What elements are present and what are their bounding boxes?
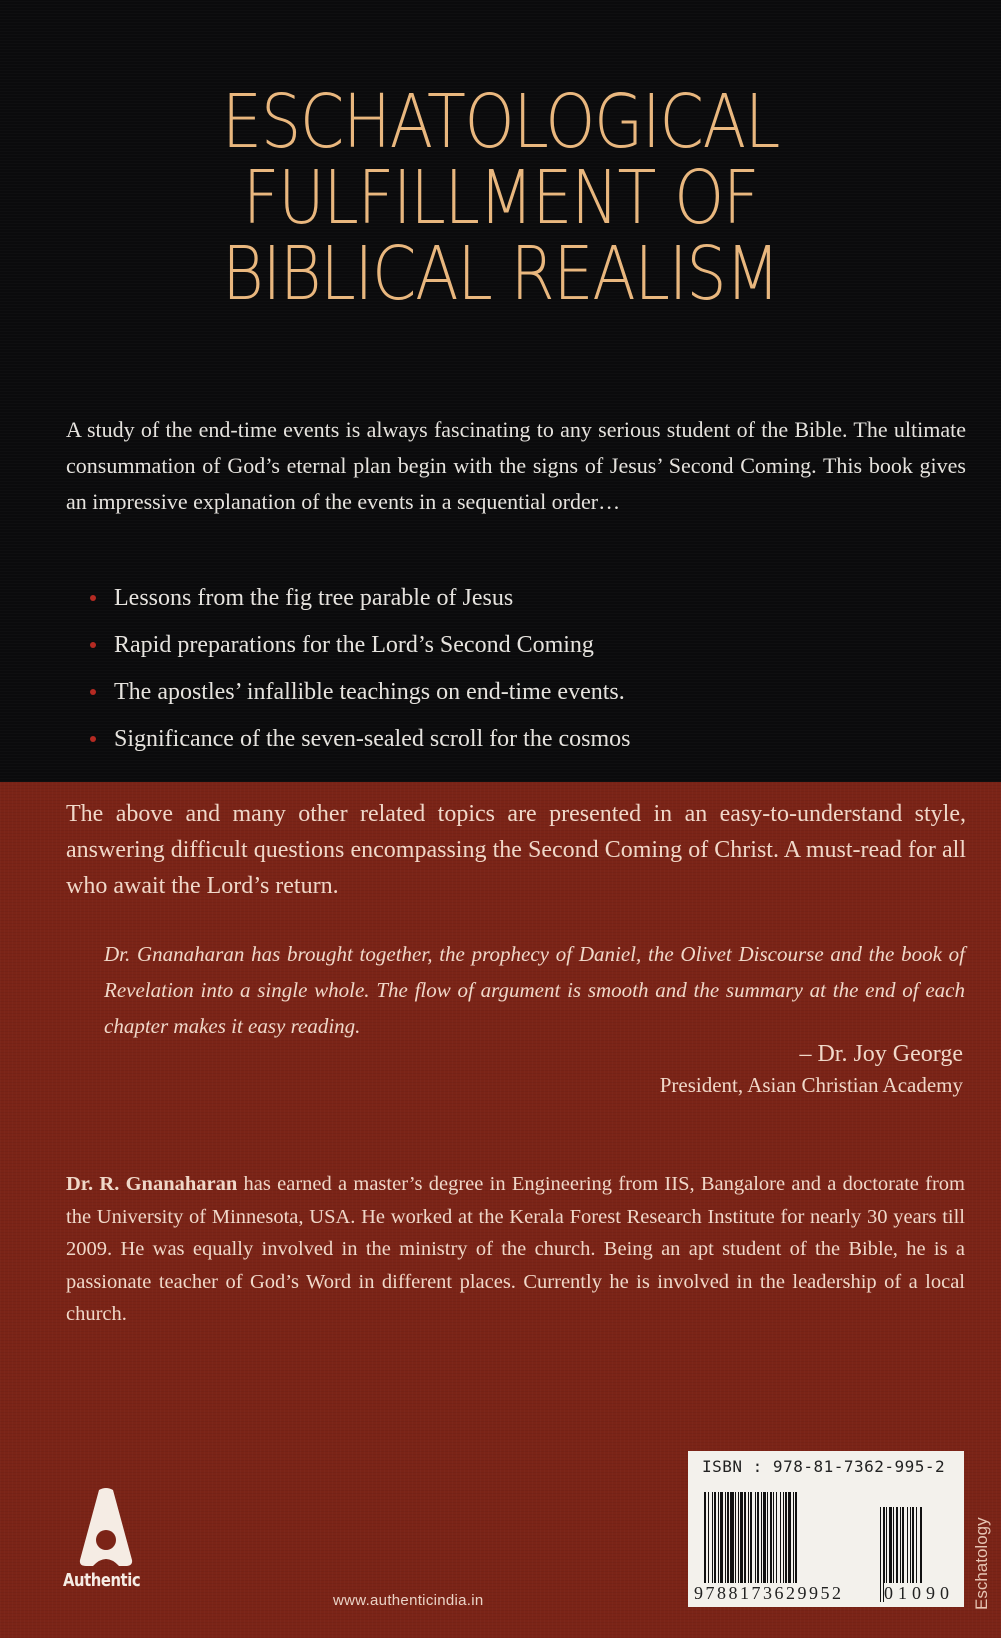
title-line: BIBLICAL REALISM: [222, 231, 779, 317]
publisher-logo: [63, 1488, 147, 1591]
bullet-icon: [90, 736, 96, 742]
bullet-icon: [90, 595, 96, 601]
publisher-name: Authentic: [63, 1570, 141, 1591]
endorser-role: President, Asian Christian Academy: [659, 1073, 963, 1097]
list-item-text: The apostles’ infallible teachings on end-time events.: [114, 679, 625, 705]
endorsement-attribution: [660, 1038, 963, 1100]
list-item-text: Significance of the seven-sealed scroll for the cosmos: [114, 726, 631, 752]
bullet-icon: [90, 689, 96, 695]
title-line: FULFILLMENT OF: [242, 155, 759, 241]
title-line: ESCHATOLOGICAL: [221, 79, 780, 165]
list-item: [86, 629, 631, 676]
list-item-text: Lessons from the fig tree parable of Jesus: [114, 585, 514, 611]
isbn-label: ISBN : 978-81-7362-995-2: [702, 1457, 946, 1476]
category-label: Eschatology: [972, 1517, 991, 1610]
summary-paragraph: The above and many other related topics are presented in an easy-to-understand style, answering difficult questions encompassing the Second Coming of Christ. A must-read for all who await the Lord’s return.: [66, 801, 966, 899]
list-item: [86, 676, 631, 723]
book-title: [70, 79, 931, 317]
list-item: [86, 582, 631, 629]
endorsement-quote: Dr. Gnanaharan has brought together, the prophecy of Daniel, the Olivet Discourse and the book of Revelation into a single whole. The flow of argument is smooth and the summary at the end of each chapter makes it easy reading.: [104, 942, 965, 1038]
bullet-icon: [90, 642, 96, 648]
publisher-website: www.authenticindia.in: [333, 1592, 484, 1609]
isbn-barcode: [688, 1451, 964, 1607]
barcode-digits: 9788173629952: [694, 1583, 844, 1603]
a-logo-icon: [79, 1488, 133, 1568]
author-name: Dr. R. Gnanaharan: [66, 1173, 238, 1195]
author-bio-text: has earned a master’s degree in Engineering from IIS, Bangalore and a doctorate from the University of Minnesota, USA. He worked at the Kerala Forest Research Institute for nearly 30 years till 2009. He was equally involved in the ministry of the church. Being an apt student of the Bible, he is a passionate teacher of God’s Word in different places. Currently he is involved in the leadership of a local church.: [66, 1173, 965, 1325]
author-bio: [66, 1168, 965, 1331]
barcode-addon-digits: 01090: [884, 1583, 954, 1603]
list-item: [86, 723, 631, 770]
intro-paragraph: A study of the end-time events is always fascinating to any serious student of the Bible. The ultimate consummation of God’s eternal plan begin with the signs of Jesus’ Second Coming. This book gives an impressive explanation of the events in a sequential order…: [66, 417, 966, 514]
list-item-text: Rapid preparations for the Lord’s Second Coming: [114, 632, 594, 658]
endorser-name: – Dr. Joy George: [799, 1041, 963, 1067]
topic-list: [86, 582, 631, 770]
